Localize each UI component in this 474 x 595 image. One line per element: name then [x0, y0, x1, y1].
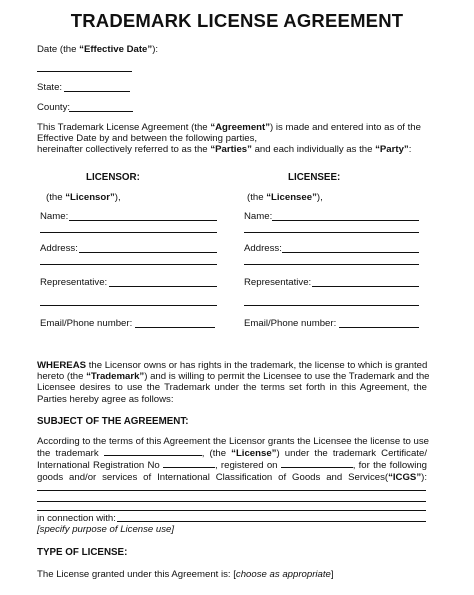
licensor-address-blank-2[interactable] — [40, 264, 217, 265]
licensee-name-blank-2[interactable] — [244, 232, 419, 233]
licensor-rep-blank[interactable] — [109, 286, 217, 287]
intro-text: : — [408, 144, 412, 155]
goods-blank-1[interactable] — [37, 490, 426, 491]
whereas-text: the Licensor owns or has rights in the trademark, the license to which is granted — [86, 360, 428, 371]
licensor-rep-label: Representative: — [40, 277, 108, 288]
registration-date-blank[interactable] — [281, 459, 353, 468]
licensee-rep-blank-2[interactable] — [244, 305, 419, 306]
intro-text: ) is made and entered into as of the — [270, 122, 421, 133]
subject-heading: SUBJECT OF THE AGREEMENT: — [37, 416, 189, 427]
type-text: The License granted under this Agreement is: [ — [37, 569, 236, 580]
licensee-the-label — [247, 192, 323, 203]
the-text: (the — [247, 192, 267, 203]
type-heading: TYPE OF LICENSE: — [37, 547, 128, 558]
subject-text: ): — [421, 471, 427, 483]
licensee-contact-blank[interactable] — [339, 327, 419, 328]
whereas-line-3: Licensee desires to use the Trademark under the terms set forth in this Agreement, the — [37, 382, 427, 394]
trademark-name-blank[interactable] — [104, 447, 202, 456]
the-text: ), — [316, 192, 323, 203]
subject-line-3 — [37, 459, 427, 471]
subject-text: goods and/or services of International Classification of Goods and Services( — [37, 471, 389, 483]
licensee-address-blank[interactable] — [282, 252, 419, 253]
whereas-text: hereto (the — [37, 371, 87, 383]
whereas-line-2 — [37, 371, 430, 383]
licensee-term: “Licensee” — [266, 192, 317, 203]
licensor-contact-blank[interactable] — [135, 327, 215, 328]
licensor-contact-label: Email/Phone number: — [40, 318, 133, 329]
subject-line-2 — [37, 447, 427, 459]
county-blank[interactable] — [69, 111, 133, 112]
intro-text: hereinafter collectively referred to as the — [37, 144, 211, 155]
licensee-contact-label: Email/Phone number: — [244, 318, 337, 329]
state-label: State: — [37, 82, 63, 93]
license-term: “License” — [231, 448, 277, 460]
subject-text: the trademark — [37, 448, 104, 460]
licensee-name-blank[interactable] — [272, 220, 419, 221]
licensor-the-label — [46, 192, 121, 203]
the-text: ), — [114, 192, 121, 203]
connection-blank[interactable] — [117, 521, 426, 522]
intro-text: This Trademark License Agreement (the — [37, 122, 211, 133]
subject-paragraph — [37, 436, 427, 483]
type-text: ] — [330, 569, 334, 580]
trademark-term: “Trademark” — [86, 371, 145, 383]
goods-blank-3[interactable] — [37, 510, 426, 511]
the-text: (the — [46, 192, 66, 203]
whereas-line-4: Parties hereby agree as follows: — [37, 393, 174, 405]
licensee-address-label: Address: — [244, 243, 282, 254]
effective-date-label — [37, 44, 158, 55]
county-label: County: — [37, 102, 71, 113]
parties-term: “Parties” — [210, 144, 252, 155]
subject-text: , for the following — [352, 460, 427, 472]
agreement-term: “Agreement” — [210, 122, 271, 133]
purpose-hint: [specify purpose of License use] — [37, 524, 175, 535]
whereas-line-1 — [37, 360, 427, 371]
icgs-term: “ICGS” — [388, 471, 422, 483]
whereas-paragraph — [37, 360, 430, 405]
licensee-heading: LICENSEE: — [288, 172, 341, 183]
licensor-name-blank-2[interactable] — [40, 232, 217, 233]
intro-text: and each individually as the — [251, 144, 376, 155]
date-prefix: Date (the — [37, 44, 80, 55]
subject-text: , registered on — [215, 460, 281, 472]
goods-blank-2[interactable] — [37, 501, 426, 502]
party-term: “Party” — [375, 144, 409, 155]
intro-line-2: Effective Date by and between the following parties, — [37, 133, 258, 144]
licensor-term: “Licensor” — [65, 192, 115, 203]
effective-date-blank[interactable] — [37, 71, 132, 72]
licensor-name-blank[interactable] — [69, 220, 217, 221]
choose-hint: choose as appropriate — [235, 569, 331, 580]
licensor-rep-blank-2[interactable] — [40, 305, 217, 306]
licensee-name-label: Name: — [244, 211, 273, 222]
licensor-heading: LICENSOR: — [86, 172, 140, 183]
subject-line-1: According to the terms of this Agreement the Licensor grants the Licensee the license to use — [37, 436, 429, 447]
date-suffix: ): — [152, 44, 159, 55]
registration-number-blank[interactable] — [163, 459, 215, 468]
state-blank[interactable] — [64, 91, 130, 92]
connection-label: in connection with: — [37, 513, 116, 524]
subject-text: International Registration No — [37, 460, 163, 472]
document-title: TRADEMARK LICENSE AGREEMENT — [70, 10, 404, 31]
subject-text: , (the — [201, 448, 232, 460]
licensor-name-label: Name: — [40, 211, 69, 222]
intro-line-3 — [37, 144, 411, 155]
intro-line-1 — [37, 122, 421, 133]
licensee-address-blank-2[interactable] — [244, 264, 419, 265]
whereas-text: ) and is willing to permit the Licensee to use the Trademark and the — [144, 371, 430, 383]
whereas-term: WHEREAS — [37, 360, 87, 371]
licensor-address-blank[interactable] — [79, 252, 217, 253]
licensee-rep-label: Representative: — [244, 277, 312, 288]
date-bold: “Effective Date” — [79, 44, 153, 55]
licensee-rep-blank[interactable] — [312, 286, 419, 287]
type-line — [37, 569, 334, 580]
licensor-address-label: Address: — [40, 243, 78, 254]
subject-line-4 — [37, 472, 427, 483]
subject-text: ) under the trademark Certificate/ — [276, 448, 427, 460]
